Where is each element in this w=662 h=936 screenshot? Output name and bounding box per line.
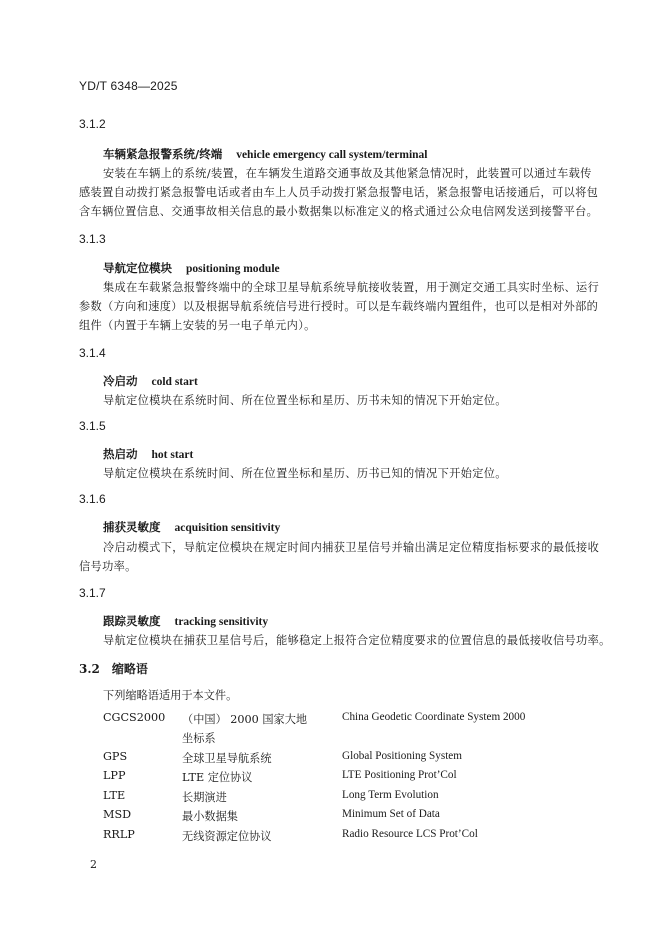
abbreviation-en: China Geodetic Coordinate System 2000 [342, 711, 526, 723]
abbreviation-zh: 长期演进 [182, 791, 227, 804]
term-zh: 导航定位模块 [103, 261, 172, 275]
term-number: 3.1.3 [79, 232, 106, 246]
definition-line: 导航定位模块在捕获卫星信号后，能够稳定上报符合定位精度要求的位置信息的最低接收信号功率。 [103, 634, 611, 647]
term-zh: 热启动 [103, 447, 138, 461]
definition-line: 冷启动模式下，导航定位模块在规定时间内捕获卫星信号并输出满足定位精度指标要求的最低接收 [103, 541, 600, 554]
document-id-header: YD/T 6348—2025 [79, 79, 178, 93]
term-title [103, 613, 268, 629]
term-title [103, 146, 427, 162]
term-en: positioning module [186, 263, 280, 275]
definition-line: 感装置自动拨打紧急报警电话或者由车上人员手动拨打紧急报警电话，紧急报警电话接通后，可以将包 [79, 186, 599, 199]
definition-line: 组件（内置于车辆上安装的另一电子单元内）。 [79, 319, 316, 332]
term-number: 3.1.4 [79, 346, 106, 360]
term-title [103, 373, 198, 389]
term-en: hot start [151, 449, 194, 461]
definition-line: 安装在车辆上的系统/装置，在车辆发生道路交通事故及其他紧急情况时，此装置可以通过车载传 [103, 167, 592, 180]
abbreviation-en: Global Positioning System [342, 750, 462, 762]
term-zh: 车辆紧急报警系统/终端 [103, 147, 223, 161]
definition-line: 导航定位模块在系统时间、所在位置坐标和星历、历书已知的情况下开始定位。 [103, 467, 507, 480]
section-title: 缩略语 [111, 662, 148, 676]
term-title [103, 519, 280, 535]
abbreviation-en: Minimum Set of Data [342, 808, 440, 820]
page-number: 2 [90, 858, 97, 871]
definition-line: 含车辆位置信息、交通事故相关信息的最小数据集以标准定义的格式通过公众电信网发送到接警平台。 [79, 205, 599, 218]
term-zh: 跟踪灵敏度 [103, 614, 161, 628]
term-en: tracking sensitivity [174, 616, 269, 628]
term-title [103, 446, 193, 462]
abbreviation-zh: LTE 定位协议 [182, 771, 253, 784]
section-heading [79, 660, 148, 677]
term-en: acquisition sensitivity [174, 522, 281, 534]
abbreviation-term: RRLP [103, 828, 135, 841]
term-en: vehicle emergency call system/terminal [236, 149, 428, 161]
term-zh: 冷启动 [103, 374, 138, 388]
abbreviation-zh: 坐标系 [182, 732, 216, 745]
definition-line: 导航定位模块在系统时间、所在位置坐标和星历、历书未知的情况下开始定位。 [103, 394, 507, 407]
abbreviations-intro: 下列缩略语适用于本文件。 [103, 689, 238, 702]
definition-line: 参数（方向和速度）以及根据导航系统信号进行授时。可以是车载终端内置组件，也可以是相对外部的 [79, 300, 599, 313]
abbreviation-en: Long Term Evolution [342, 789, 439, 801]
abbreviation-zh: 最小数据集 [182, 810, 238, 823]
abbreviation-en: LTE Positioning Prot’Col [342, 769, 457, 781]
abbreviation-term: LTE [103, 789, 126, 802]
term-en: cold start [151, 376, 198, 388]
abbreviation-en: Radio Resource LCS Prot’Col [342, 828, 478, 840]
definition-line: 集成在车载紧急报警终端中的全球卫星导航系统导航接收装置，用于测定交通工具实时坐标、运行 [103, 281, 600, 294]
term-number: 3.1.7 [79, 586, 106, 600]
term-number: 3.1.6 [79, 492, 106, 506]
abbreviation-term: GPS [103, 750, 128, 763]
term-title [103, 260, 280, 276]
term-number: 3.1.2 [79, 117, 106, 131]
abbreviation-zh: 无线资源定位协议 [182, 830, 272, 843]
abbreviation-term: CGCS2000 [103, 711, 166, 724]
abbreviation-term: LPP [103, 769, 126, 782]
abbreviation-term: MSD [103, 808, 132, 821]
abbreviation-zh: （中国） 2000 国家大地 [182, 713, 308, 726]
abbreviation-zh: 全球卫星导航系统 [182, 752, 272, 765]
term-number: 3.1.5 [79, 419, 106, 433]
definition-line: 信号功率。 [79, 560, 137, 573]
section-number: 3.2 [79, 662, 100, 676]
term-zh: 捕获灵敏度 [103, 520, 161, 534]
